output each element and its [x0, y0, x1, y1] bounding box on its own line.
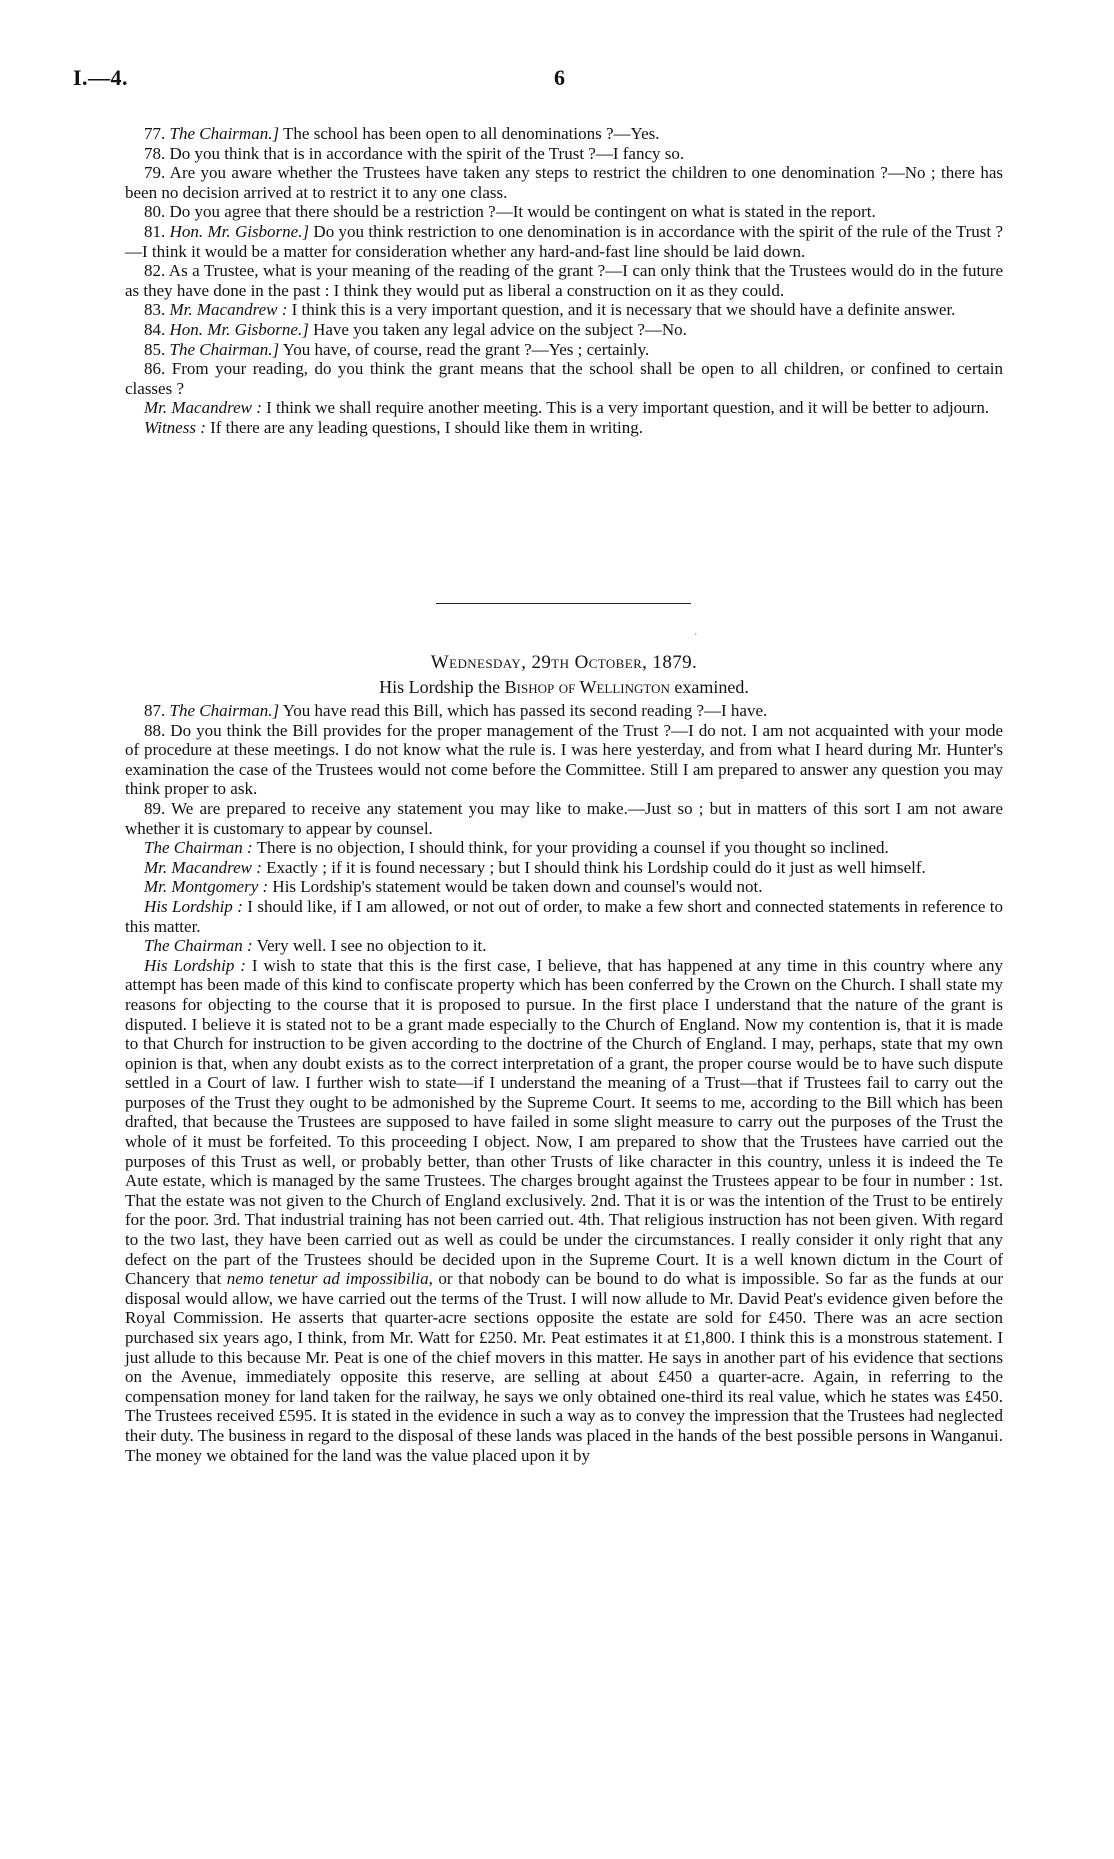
testimony-paragraph: Mr. Macandrew : Exactly ; if it is found necessary ; but I should think his Lordship could do it just as well himself.	[144, 857, 926, 877]
page-number: 6	[554, 65, 565, 90]
print-speck: `	[694, 633, 698, 644]
testimony-section-2	[125, 701, 1003, 1465]
section-divider	[436, 603, 691, 604]
testimony-paragraph: 86. From your reading, do you think the grant means that the school shall be open to all children, or confined to certain classes ?	[125, 359, 1003, 398]
testimony-paragraph: 77. The Chairman.] The school has been open to all denominations ?—Yes.	[144, 124, 660, 143]
testimony-paragraph: 81. Hon. Mr. Gisborne.] Do you think restriction to one denomination is in accordance with the spirit of the rule of the Trust ?—I think it would be a matter for consideration whether any hard-and-fast line should be laid down.	[125, 221, 1004, 261]
testimony-paragraph: Witness : If there are any leading questions, I should like them in writing.	[144, 417, 644, 437]
lordship-statement: His Lordship : I wish to state that this is the first case, I believe, that has happened at any time in this country where any attempt has been made of this kind to confiscate property which has been conferred by the Crown on the Church. I shall state my reasons for objecting to the course that it is proposed to pursue. In the first place I understand that the nature of the grant is disputed. I believe it is stated not to be a grant made especially to the Church of England. Now my contention is, that it is made to that Church for instruction to be given according to the doctrine of the Church of England. I may, perhaps, state that my own opinion is that, when any doubt exists as to the correct interpretation of a grant, the proper course would be to have such dispute settled in a Court of law. I further wish to state—if I understand the meaning of a Trust—that if Trustees fail to carry out the purposes of the Trust they ought to be admonished by the Supreme Court. It seems to me, according to the Bill which has been drafted, that because the Trustees are supposed to have failed in some slight measure to carry out the purposes of the Trust the whole of it must be forfeited. To this proceeding I object. Now, I am prepared to show that the Trustees have carried out the purposes of this Trust as well, or probably better, than other Trusts of like character in this country, unless it is indeed the Te Aute estate, which is managed by the same Trustees. The charges brought against the Trustees appear to be four in number : 1st. That the estate was not given to the Church of England exclusively. 2nd. That it is or was the intention of the Trust to be entirely for the poor. 3rd. That industrial training has not been carried out. 4th. That religious instruction has not been given. With regard to the two last, they have been carried out as well as could be under the circumstances. I really consider it only right that any defect on the part of the Trustees should be decided upon in the Supreme Court. It is a well known dictum in the Court of Chancery that nemo tenetur ad impossibilia, or that nobody can be bound to do what is impossible. So far as the funds at our disposal would allow, we have carried out the terms of the Trust. I will now allude to Mr. David Peat's evidence given before the Royal Commission. He asserts that quarter-acre sections opposite the estate are sold for £450. There was an acre section purchased six years ago, I think, from Mr. Watt for £250. Mr. Peat estimates it at £1,800. I think this is a monstrous statement. I just allude to this because Mr. Peat is one of the chief movers in this matter. He says in another part of his evidence that sections on the Avenue, immediately opposite this reserve, are selling at about £450 a quarter-acre. Again, in referring to the compensation money for land taken for the railway, he says we only obtained one-third its real value, which he states was £450. The Trustees received £595. It is stated in the evidence in such a way as to convey the impression that the Trustees had neglected their duty. The business in regard to the disposal of these lands was placed in the hands of the best possible persons in Wanganui. The money we obtained for the land was the value placed upon it by	[125, 955, 1003, 1465]
testimony-paragraph: 82. As a Trustee, what is your meaning of the reading of the grant ?—I can only think that the Trustees would do in the future as they have done in the past : I think they would put as liberal a construction on it as they could.	[125, 261, 1003, 300]
date-heading: Wednesday, 29th October, 1879.	[430, 652, 698, 673]
testimony-paragraph: 85. The Chairman.] You have, of course, read the grant ?—Yes ; certainly.	[144, 339, 650, 359]
testimony-paragraph: Mr. Montgomery : His Lordship's statement would be taken down and counsel's would not.	[144, 877, 763, 897]
testimony-section-1	[125, 124, 1003, 438]
testimony-paragraph: 80. Do you agree that there should be a restriction ?—It would be contingent on what is stated in the report.	[144, 202, 876, 222]
examined-line: His Lordship the Bishop of Wellington examined.	[379, 677, 749, 697]
testimony-paragraph: Mr. Macandrew : I think we shall require another meeting. This is a very important question, and it will be better to adjourn.	[144, 398, 990, 418]
testimony-paragraph: 84. Hon. Mr. Gisborne.] Have you taken any legal advice on the subject ?—No.	[144, 319, 687, 339]
testimony-paragraph: 78. Do you think that is in accordance with the spirit of the Trust ?—I fancy so.	[144, 143, 685, 163]
testimony-paragraph: 89. We are prepared to receive any statement you may like to make.—Just so ; but in matters of this sort I am not aware whether it is customary to appear by counsel.	[125, 798, 1003, 838]
testimony-paragraph: 79. Are you aware whether the Trustees have taken any steps to restrict the children to one denomination ?—No ; there has been no decision arrived at to restrict it to any one class.	[125, 163, 1003, 202]
testimony-paragraph: 87. The Chairman.] You have read this Bill, which has passed its second reading ?—I have.	[144, 701, 768, 720]
testimony-paragraph: His Lordship : I should like, if I am allowed, or not out of order, to make a few short and connected statements in reference to this matter.	[125, 896, 1003, 936]
testimony-paragraph: The Chairman : Very well. I see no objection to it.	[144, 936, 487, 956]
testimony-paragraph: 83. Mr. Macandrew : I think this is a very important question, and it is necessary that we should have a definite answer.	[144, 300, 956, 320]
document-reference: I.—4.	[73, 65, 129, 90]
testimony-paragraph: The Chairman : There is no objection, I should think, for your providing a counsel if you thought so inclined.	[144, 838, 889, 858]
latin-dictum: nemo tenetur ad impossibilia	[226, 1269, 429, 1289]
testimony-paragraph: 88. Do you think the Bill provides for the proper management of the Trust ?—I do not. I am not acquainted with your mode of procedure at these meetings. I do not know what the rule is. I was here yesterday, and from what I heard during Mr. Hunter's examination the case of the Trustees would not come before the Committee. Still I am prepared to answer any question you may think proper to ask.	[125, 720, 1003, 799]
